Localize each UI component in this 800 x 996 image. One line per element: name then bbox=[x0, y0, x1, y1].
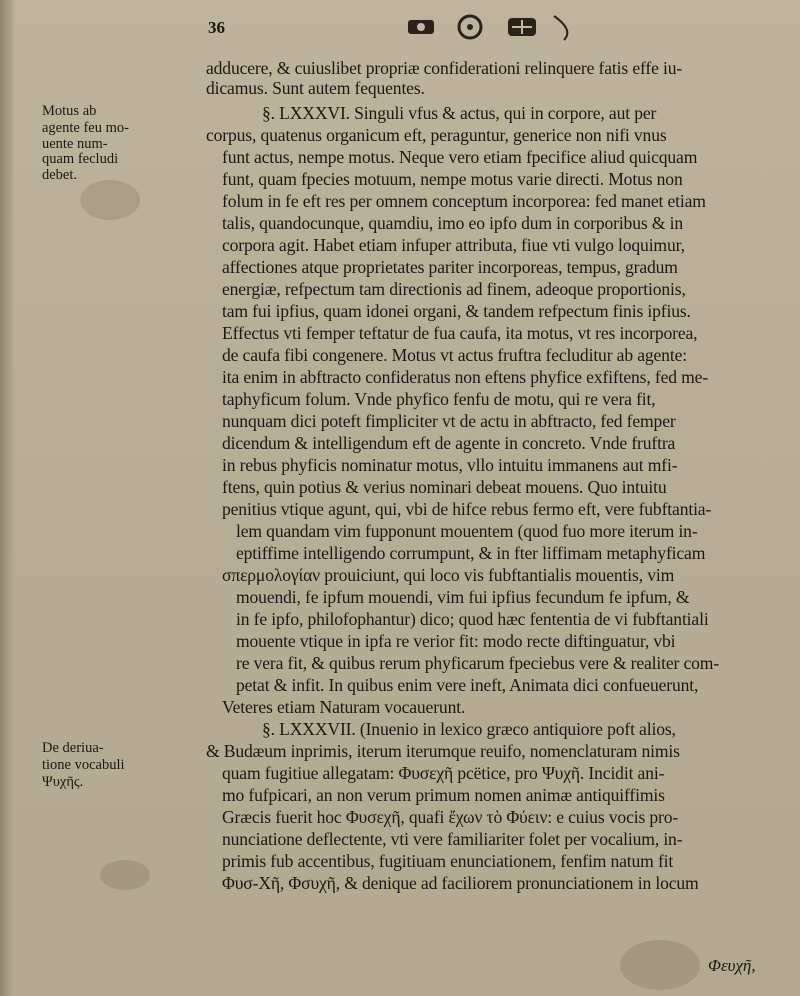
text-line: funt, quam fpecies motuum, nempe motus varie directi. Motus non bbox=[222, 169, 683, 189]
text-line: corpora agit. Habet etiam infuper attributa, fiue vti vulgo loquimur, bbox=[222, 235, 685, 255]
margin-note: Ψυχῆς. bbox=[42, 774, 84, 790]
text-line: Effectus vti femper teftatur de fua caufa, ita motus, vt res incorporea, bbox=[222, 323, 698, 343]
stain bbox=[80, 180, 140, 220]
text-line: in rebus phyficis nominatur motus, vllo intuitu immanens aut mfi- bbox=[222, 455, 678, 475]
text-line: adducere, & cuiuslibet propriæ confiderationi relinquere fatis effe iu- bbox=[206, 58, 683, 78]
text-line: corpus, quatenus organicum eft, peraguntur, generice non nifi vnus bbox=[206, 125, 667, 145]
text-line: Φυσ-Χῆ, Φσυχῆ, & denique ad faciliorem pronunciationem in locum bbox=[222, 873, 699, 893]
text-line: §. LXXXVI. Singuli vfus & actus, qui in corpore, aut per bbox=[262, 103, 657, 123]
text-line: in fe ipfo, philofophantur) dico; quod hæc fententia de vi fubftantiali bbox=[236, 609, 709, 629]
page-number: 36 bbox=[208, 18, 225, 37]
text-line: ita enim in abftracto confideratus non eftens phyfice exfiftens, fed me- bbox=[222, 367, 709, 387]
text-line: primis fub accentibus, fugitiuam enunciationem, fenfim natum fit bbox=[222, 851, 674, 871]
text-line: talis, quandocunque, quamdiu, imo eo ipfo dum in corporibus & in bbox=[222, 213, 683, 233]
text-line: §. LXXXVII. (Inuenio in lexico græco antiquiore poft alios, bbox=[262, 719, 676, 739]
text-line: de caufa fibi congenere. Motus vt actus fruftra fecluditur ab agente: bbox=[222, 345, 687, 365]
margin-note: agente feu mo- bbox=[42, 120, 129, 136]
text-line: re vera fit, & quibus rerum phyficarum fpeciebus vere & realiter com- bbox=[236, 653, 720, 673]
text-line: ftens, quin potius & verius nominari debeat mouens. Quo intuitu bbox=[222, 477, 667, 497]
text-line: dicendum & intelligendum eft de agente in concreto. Vnde fruftra bbox=[222, 433, 676, 453]
page-header bbox=[0, 8, 800, 48]
text-line: eptiffime intelligendo corrumpunt, & in fter liffimam metaphyficam bbox=[236, 543, 706, 563]
text-line: nunquam dici poteft fimpliciter vt de actu in abftracto, fed femper bbox=[222, 411, 676, 431]
page-gutter-shadow bbox=[0, 0, 14, 996]
text-line: mouente vtique in ipfa re verior fit: modo recte diftinguatur, vbi bbox=[236, 631, 676, 651]
text-line: lem quandam vim fupponunt mouentem (quod fuo more iterum in- bbox=[236, 521, 698, 541]
text-line: tam fui ipfius, quam idonei organi, & tandem refpectum finis ipfius. bbox=[222, 301, 691, 321]
margin-note: Motus ab bbox=[42, 103, 97, 119]
text-line: mouendi, fe ipfum mouendi, vim fui ipfius fecundum fe ipfum, & bbox=[236, 587, 690, 607]
text-line: folum in fe eft res per omnem conceptum incorporea: fed manet etiam bbox=[222, 191, 706, 211]
margin-note: tione vocabuli bbox=[42, 757, 125, 773]
text-line: Græcis fuerit hoc Φυσεχῆ, quafi ἔχων τὸ Φύειν: e cuius vocis pro- bbox=[222, 807, 679, 827]
text-line: petat & infit. In quibus enim vere ineft, Animata dici confueuerunt, bbox=[236, 675, 699, 695]
catchword: Φευχῆ, bbox=[708, 956, 756, 975]
margin-note: uente num- bbox=[42, 136, 108, 152]
margin-note: debet. bbox=[42, 167, 78, 183]
text-line: dicamus. Sunt autem fequentes. bbox=[206, 78, 425, 98]
text-line: nunciatione deflectente, vti vere familiariter folet per vocalium, in- bbox=[222, 829, 683, 849]
text-line: funt actus, nempe motus. Neque vero etiam fpecifice aliud quicquam bbox=[222, 147, 698, 167]
text-line: penitius vtique agunt, qui, vbi de hifce rebus fermo eft, vere fubftantia- bbox=[222, 499, 712, 519]
text-line: taphyficum folum. Vnde phyfico fenfu de motu, qui re vera fit, bbox=[222, 389, 656, 409]
margin-note: De deriua- bbox=[42, 740, 104, 756]
text-line: quam fugitiue allegatam: Φυσεχῆ pcëtice, pro Ψυχῆ. Incidit ani- bbox=[222, 763, 665, 783]
text-line: mo fufpicari, an non verum primum nomen animæ antiquiffimis bbox=[222, 785, 665, 805]
text-line: energiæ, refpectum tam directionis ad finem, adeoque proportionis, bbox=[222, 279, 686, 299]
text-line: σπερμολογίαν prouiciunt, qui loco vis fubftantialis mouentis, vim bbox=[222, 565, 675, 585]
text-line: Veteres etiam Naturam vocauerunt. bbox=[222, 697, 466, 717]
text-line: affectiones atque proprietates pariter incorporeas, tempus, gradum bbox=[222, 257, 678, 277]
text-line: & Budæum inprimis, iterum iterumque reuifo, nomenclaturam nimis bbox=[206, 741, 680, 761]
stain bbox=[620, 940, 700, 990]
stain bbox=[100, 860, 150, 890]
margin-note: quam fecludi bbox=[42, 151, 119, 167]
header-ornament-icon bbox=[404, 10, 594, 44]
